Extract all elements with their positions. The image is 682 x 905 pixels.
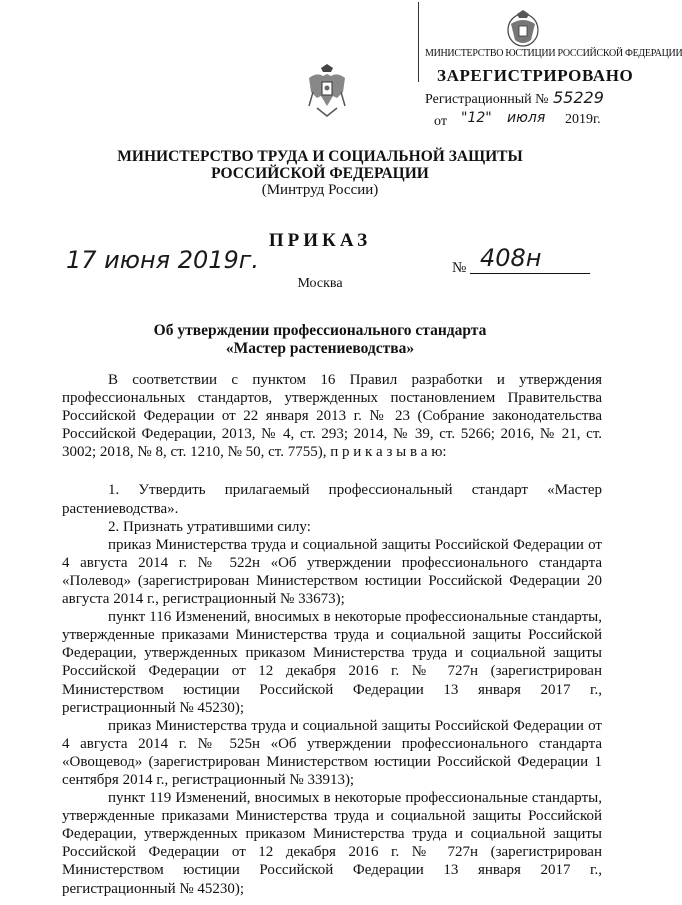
ministry-name [0,148,640,182]
paragraph-point-116: пункт 116 Изменений, вносимых в некоторые профессиональные стандарты, утвержденные приказами Министерства труда и социальной защиты Российской Федерации, утвержденных приказом Министерства труда и социальной защиты Российской Федерации от 12 декабря 2016 г. № 727н (зарегистрирован Министерством юстиции Российской Федерации 13 января 2017 г., регистрационный № 45230); [62,609,602,716]
stamp-month: июля [507,110,546,126]
document-title-line-2: «Мастер растениеводства» [225,340,415,357]
stamp-ministry-line: МИНИСТЕРСТВО ЮСТИЦИИ РОССИЙСКОЙ ФЕДЕРАЦИИ [425,48,682,59]
state-emblem-icon [303,62,351,118]
stamp-year-suffix: г. [593,112,601,127]
paragraph-item-2: 2. Признать утратившими силу: [108,518,311,535]
document-title [0,322,640,358]
paragraph-order-525n: приказ Министерства труда и социальной защиты Российской Федерации от 4 августа 2014 г. № 525н «Об утверждении профессионального стандарта «Овощевод» (зарегистрирован Министерством юстиции Российской Федерации 1 сентября 2014 г., регистрационный № 33913); [62,717,602,788]
paragraph-point-119: пункт 119 Изменений, вносимых в некоторые профессиональные стандарты, утвержденные приказами Министерства труда и социальной защиты Российской Федерации, утвержденных приказом Министерства труда и социальной защиты Российской Федерации от 12 декабря 2016 г. № 727н (зарегистрирован Министерством юстиции Российской Федерации 13 января 2017 г., регистрационный № 45230); [62,790,602,897]
paragraph-order-522n: приказ Министерства труда и социальной защиты Российской Федерации от 4 августа 2014 г. № 522н «Об утверждении профессионального стандарта «Полевод» (зарегистрирован Министерством юстиции Российской Федерации 20 августа 2014 г., регистрационный № 33673); [62,536,602,608]
stamp-reg-number: 55229 [553,88,604,107]
stamp-reg-label: Регистрационный № [425,92,549,107]
document-title-line-1: Об утверждении профессионального стандарта [153,322,487,339]
document-body [62,371,602,898]
paragraph-preamble: В соответствии с пунктом 16 Правил разработки и утверждения профессиональных стандартов, утвержденных постановлением Правительства Российской Федерации от 22 января 2013 г. № 23 (Собрание законодательства Российской Федерации, 2013, № 4, ст. 293; 2014, № 39, ст. 5266; 2016, № 21, ст. 3002; 2018, № 8, ст. 1210, № 50, ст. 7755), п р и к а з ы в а ю: [62,372,602,461]
stamp-day: "12" [461,110,492,126]
order-title: ПРИКАЗ [268,230,372,251]
ministry-short-name: (Минтруд России) [261,182,379,198]
stamp-year-value: 2019 [565,112,593,127]
order-number: 408н [480,244,542,272]
stamp-from-label: от [434,114,447,129]
stamp-eagle-emblem-icon [503,6,543,50]
order-number-underline [470,273,590,274]
order-number-label: № [452,260,467,276]
stamp-registered: ЗАРЕГИСТРИРОВАНО [437,66,634,85]
paragraph-item-1: 1. Утвердить прилагаемый профессиональный стандарт «Мастер растениеводства». [62,482,602,517]
city: Москва [297,276,343,291]
ministry-line-1: МИНИСТЕРСТВО ТРУДА И СОЦИАЛЬНОЙ ЗАЩИТЫ [117,148,523,165]
stamp-border-line [418,2,419,82]
stamp-year [565,112,601,128]
order-date: 17 июня 2019г. [66,246,260,274]
ministry-line-2: РОССИЙСКОЙ ФЕДЕРАЦИИ [211,165,429,182]
